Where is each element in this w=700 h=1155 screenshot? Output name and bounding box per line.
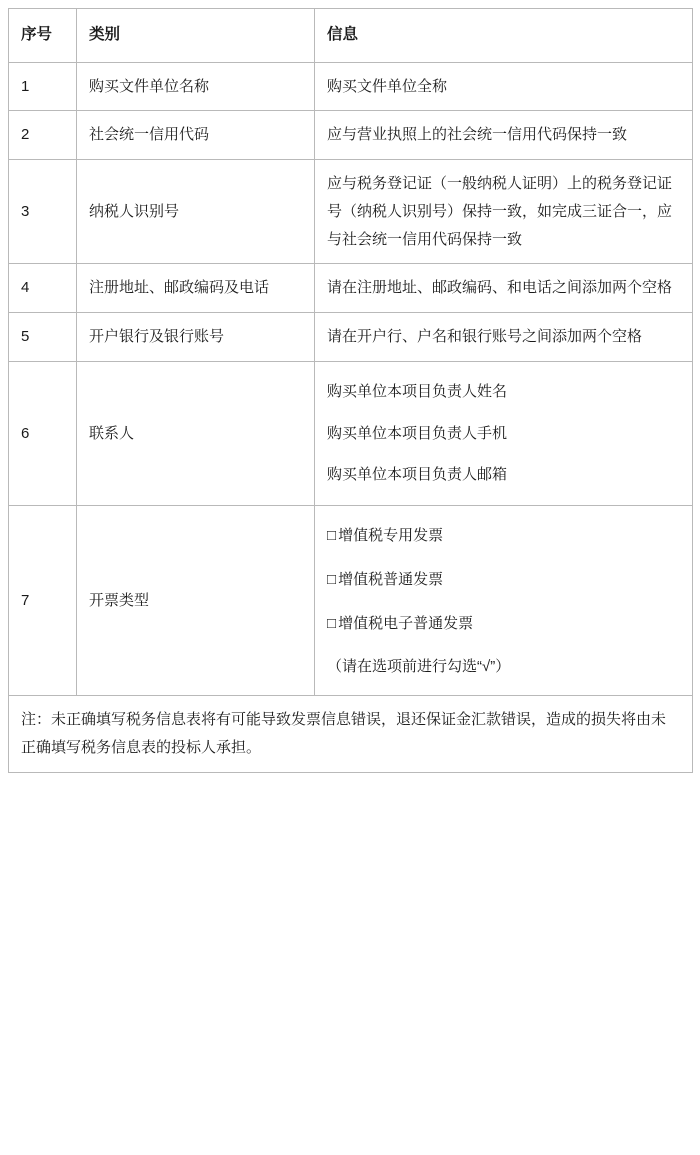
- row-index: 4: [9, 264, 77, 313]
- contact-line-email: 购买单位本项目负责人邮箱: [327, 466, 508, 484]
- footer-note: 注：未正确填写税务信息表将有可能导致发票信息错误，退还保证金汇款错误，造成的损失将由未正确填写税务信息表的投标人承担。: [9, 696, 693, 773]
- invoice-option-hint: （请在选项前进行勾选“√”）: [327, 658, 511, 676]
- row-category: 联系人: [77, 361, 315, 505]
- row-information: [315, 506, 693, 696]
- row-information: 应与税务登记证（一般纳税人证明）上的税务登记证号（纳税人识别号）保持一致，如完成三证合一，应与社会统一信用代码保持一致: [315, 160, 693, 264]
- row-category: 纳税人识别号: [77, 160, 315, 264]
- table-row: [9, 264, 693, 313]
- contact-line-phone: 购买单位本项目负责人手机: [327, 424, 508, 442]
- row-category: 购买文件单位名称: [77, 62, 315, 111]
- row-information: 购买文件单位全称: [315, 62, 693, 111]
- table-footer-row: [9, 696, 693, 773]
- row-category: 开票类型: [77, 506, 315, 696]
- column-header-index: 序号: [9, 9, 77, 63]
- row-index: 6: [9, 361, 77, 505]
- table-row: [9, 506, 693, 696]
- row-category: 开户银行及银行账号: [77, 313, 315, 362]
- table-body: [9, 62, 693, 772]
- row-index: 1: [9, 62, 77, 111]
- table-row: [9, 313, 693, 362]
- tax-information-table: [8, 8, 693, 773]
- row-index: 5: [9, 313, 77, 362]
- row-information: 请在注册地址、邮政编码、和电话之间添加两个空格: [315, 264, 693, 313]
- row-information: [315, 361, 693, 505]
- table-row: [9, 160, 693, 264]
- row-index: 7: [9, 506, 77, 696]
- invoice-option-label: 增值税电子普通发票: [338, 614, 474, 632]
- column-header-information: 信息: [315, 9, 693, 63]
- checkbox-icon[interactable]: □: [327, 614, 337, 632]
- invoice-option-general[interactable]: [327, 566, 680, 594]
- row-index: 2: [9, 111, 77, 160]
- contact-line-name: 购买单位本项目负责人姓名: [327, 382, 508, 400]
- table-row: [9, 361, 693, 505]
- row-category: 注册地址、邮政编码及电话: [77, 264, 315, 313]
- row-information: 请在开户行、户名和银行账号之间添加两个空格: [315, 313, 693, 362]
- table-header-row: [9, 9, 693, 63]
- checkbox-icon[interactable]: □: [327, 570, 337, 588]
- checkbox-icon[interactable]: □: [327, 527, 337, 545]
- invoice-option-special[interactable]: [327, 522, 680, 550]
- invoice-option-electronic[interactable]: [327, 610, 680, 638]
- row-category: 社会统一信用代码: [77, 111, 315, 160]
- table-header: [9, 9, 693, 63]
- row-index: 3: [9, 160, 77, 264]
- row-information: 应与营业执照上的社会统一信用代码保持一致: [315, 111, 693, 160]
- table-row: [9, 111, 693, 160]
- table-row: [9, 62, 693, 111]
- invoice-option-label: 增值税普通发票: [338, 570, 444, 588]
- invoice-option-label: 增值税专用发票: [338, 527, 444, 545]
- column-header-category: 类别: [77, 9, 315, 63]
